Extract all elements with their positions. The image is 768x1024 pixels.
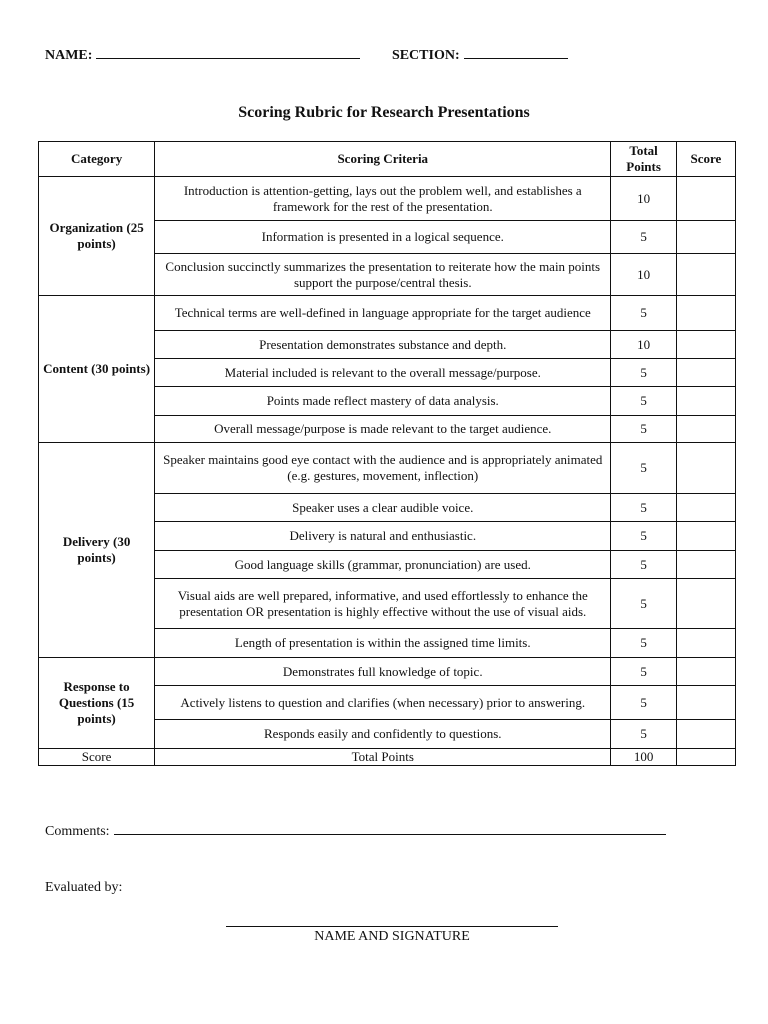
score-cell[interactable] [676,551,735,579]
criteria-cell: Introduction is attention-getting, lays out the problem well, and establishes a framework for the rest of the presentation. [155,177,611,221]
score-cell[interactable] [676,494,735,522]
name-label: NAME: [45,48,93,63]
score-cell[interactable] [676,658,735,686]
criteria-cell: Demonstrates full knowledge of topic. [155,658,611,686]
table-row [39,296,736,331]
points-cell: 5 [611,686,676,720]
score-cell[interactable] [676,296,735,331]
points-cell: 5 [611,494,676,522]
footer-total-label: Total Points [155,749,611,766]
points-cell: 5 [611,443,676,494]
footer-score-label: Score [39,749,155,766]
header-criteria: Scoring Criteria [155,142,611,177]
score-cell[interactable] [676,522,735,551]
rubric-table [38,141,736,766]
category-cell: Organization (25 points) [39,177,155,296]
table-footer-row [39,749,736,766]
section-field[interactable] [464,46,568,59]
criteria-cell: Information is presented in a logical sequence. [155,221,611,254]
criteria-cell: Presentation demonstrates substance and depth. [155,331,611,359]
criteria-cell: Responds easily and confidently to questions. [155,720,611,749]
signature-caption: NAME AND SIGNATURE [314,929,470,944]
points-cell: 10 [611,331,676,359]
page-title: Scoring Rubric for Research Presentations [238,104,530,121]
header-category: Category [39,142,155,177]
score-cell[interactable] [676,254,735,296]
criteria-cell: Good language skills (grammar, pronunciation) are used. [155,551,611,579]
name-field[interactable] [96,46,360,59]
points-cell: 5 [611,629,676,658]
points-cell: 5 [611,522,676,551]
category-cell: Content (30 points) [39,296,155,443]
comments-label: Comments: [45,824,110,839]
criteria-cell: Conclusion succinctly summarizes the presentation to reiterate how the main points support the purpose/central thesis. [155,254,611,296]
criteria-cell: Material included is relevant to the overall message/purpose. [155,359,611,387]
points-cell: 10 [611,254,676,296]
signature-line[interactable] [226,926,558,927]
score-cell[interactable] [676,416,735,443]
criteria-cell: Delivery is natural and enthusiastic. [155,522,611,551]
points-cell: 5 [611,416,676,443]
comments-row [45,822,666,840]
criteria-cell: Technical terms are well-defined in language appropriate for the target audience [155,296,611,331]
points-cell: 5 [611,221,676,254]
points-cell: 5 [611,658,676,686]
score-cell[interactable] [676,387,735,416]
footer-score-cell[interactable] [676,749,735,766]
footer-total-points: 100 [611,749,676,766]
table-row [39,177,736,221]
section-label: SECTION: [391,48,460,63]
score-cell[interactable] [676,579,735,629]
header-total-points: Total Points [611,142,676,177]
points-cell: 5 [611,579,676,629]
points-cell: 5 [611,551,676,579]
points-cell: 5 [611,720,676,749]
category-cell: Response to Questions (15 points) [39,658,155,749]
criteria-cell: Length of presentation is within the assigned time limits. [155,629,611,658]
score-cell[interactable] [676,686,735,720]
criteria-cell: Speaker uses a clear audible voice. [155,494,611,522]
criteria-cell: Visual aids are well prepared, informative, and used effortlessly to enhance the presentation OR presentation is highly effective without the use of visual aids. [155,579,611,629]
points-cell: 5 [611,359,676,387]
table-row [39,658,736,686]
score-cell[interactable] [676,177,735,221]
category-cell: Delivery (30 points) [39,443,155,658]
points-cell: 10 [611,177,676,221]
header-score: Score [676,142,735,177]
score-cell[interactable] [676,629,735,658]
criteria-cell: Points made reflect mastery of data analysis. [155,387,611,416]
evaluated-by-label: Evaluated by: [45,880,123,895]
table-header-row [39,142,736,177]
score-cell[interactable] [676,331,735,359]
score-cell[interactable] [676,359,735,387]
header-fields [45,46,728,64]
points-cell: 5 [611,296,676,331]
table-row [39,443,736,494]
criteria-cell: Overall message/purpose is made relevant to the target audience. [155,416,611,443]
score-cell[interactable] [676,720,735,749]
score-cell[interactable] [676,221,735,254]
criteria-cell: Actively listens to question and clarifies (when necessary) prior to answering. [155,686,611,720]
points-cell: 5 [611,387,676,416]
criteria-cell: Speaker maintains good eye contact with the audience and is appropriately animated (e.g. gestures, movement, inflection) [155,443,611,494]
comments-field[interactable] [114,822,666,835]
score-cell[interactable] [676,443,735,494]
